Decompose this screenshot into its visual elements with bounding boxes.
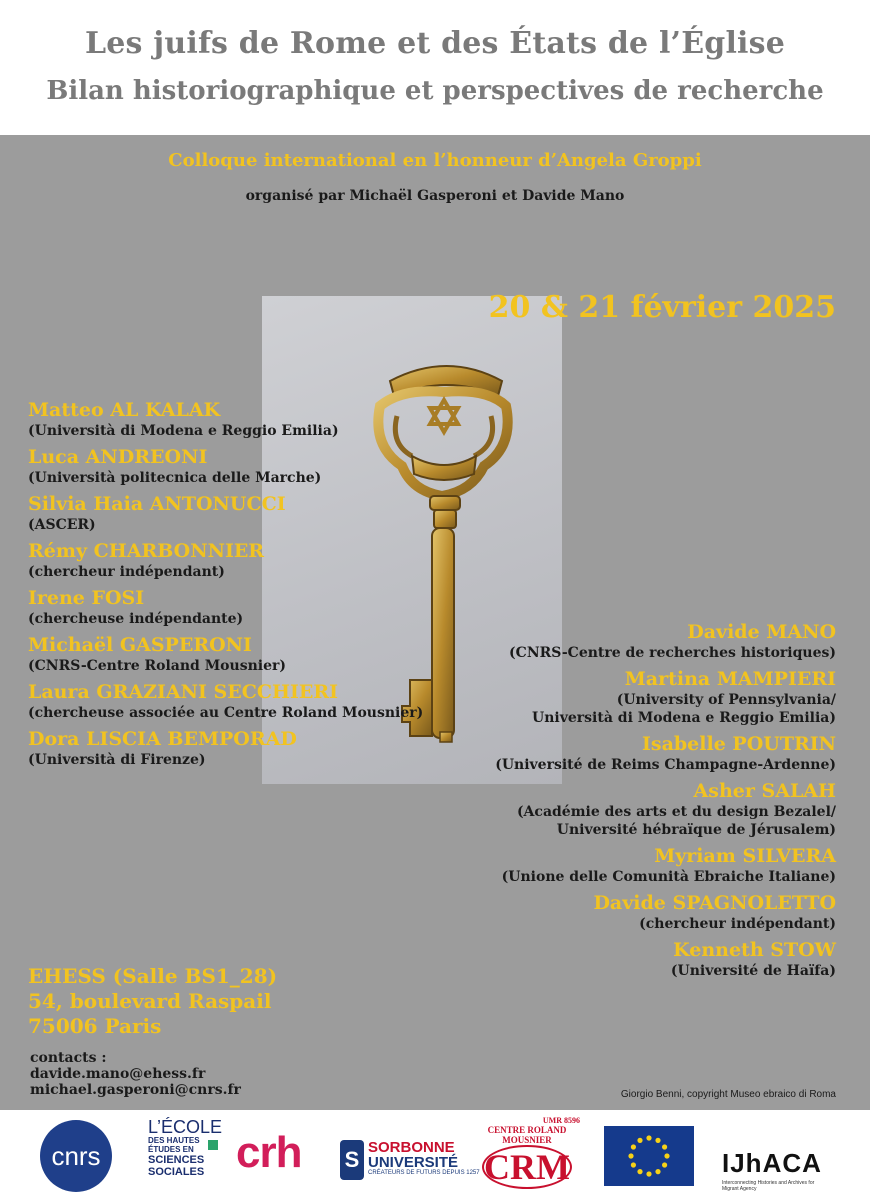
speaker-affiliation: (CNRS-Centre de recherches historiques) xyxy=(509,645,836,661)
speaker-entry xyxy=(416,844,836,886)
speaker-entry xyxy=(416,938,836,980)
colloque-heading: Colloque international en l’honneur d’Angela Groppi xyxy=(168,150,702,171)
speaker-name: Davide MANO xyxy=(687,621,836,643)
speaker-name: Davide SPAGNOLETTO xyxy=(593,892,836,914)
ehess-logo-line4: SCIENCES xyxy=(148,1154,205,1166)
ithaca-logo: IJhACA xyxy=(722,1148,822,1178)
speaker-name: Myriam SILVERA xyxy=(654,845,836,867)
speaker-entry xyxy=(28,680,468,722)
speaker-name: Rémy CHARBONNIER xyxy=(28,540,265,562)
cnrs-logo: cnrs xyxy=(40,1120,112,1192)
speaker-name: Michaël GASPERONI xyxy=(28,634,252,656)
venue-room: EHESS (Salle BS1_28) xyxy=(28,964,278,988)
crm-logo xyxy=(474,1116,580,1189)
speaker-affiliation: (Università di Modena e Reggio Emilia) xyxy=(28,423,339,439)
speaker-affiliation: (ASCER) xyxy=(28,517,96,533)
sorbonne-s-icon: S xyxy=(340,1140,364,1180)
poster-subtitle: Bilan historiographique et perspectives de recherche xyxy=(46,76,824,106)
photo-credit: Giorgio Benni, copyright Museo ebraico di Roma xyxy=(620,1089,836,1100)
speaker-affiliation: (University of Pennsylvania/ xyxy=(616,692,836,708)
speaker-affiliation-line2: Université hébraïque de Jérusalem) xyxy=(556,822,836,838)
speaker-affiliation: (CNRS-Centre Roland Mousnier) xyxy=(28,658,286,674)
eu-flag-icon xyxy=(604,1126,694,1186)
crh-logo: crh xyxy=(236,1128,302,1177)
poster-header xyxy=(0,0,870,135)
speaker-entry xyxy=(28,633,468,675)
speaker-entry xyxy=(28,445,468,487)
speaker-name: Irene FOSI xyxy=(28,587,145,609)
venue-city: 75006 Paris xyxy=(28,1014,162,1038)
crm-umr: UMR 8596 xyxy=(542,1116,580,1125)
speaker-entry xyxy=(416,732,836,774)
speaker-entry xyxy=(416,891,836,933)
crm-abbr: CRM xyxy=(482,1145,572,1189)
speaker-affiliation: (Université de Reims Champagne-Ardenne) xyxy=(495,757,836,773)
contact-email-mano[interactable]: davide.mano@ehess.fr xyxy=(30,1066,206,1082)
speaker-name: Isabelle POUTRIN xyxy=(642,733,836,755)
sorbonne-logo-line1: SORBONNE xyxy=(368,1139,455,1156)
contacts-label: contacts : xyxy=(30,1050,107,1066)
speaker-name: Matteo AL KALAK xyxy=(28,399,221,421)
sorbonne-logo xyxy=(368,1140,480,1177)
poster-title: Les juifs de Rome et des États de l’Église xyxy=(84,26,786,61)
ehess-logo-line2: DES HAUTES xyxy=(148,1136,200,1145)
speaker-entry xyxy=(416,620,836,662)
speaker-name: Asher SALAH xyxy=(693,780,836,802)
event-date: 20 & 21 février 2025 xyxy=(488,290,836,325)
crm-name: CENTRE ROLAND MOUSNIER xyxy=(487,1125,567,1145)
ehess-green-square-icon xyxy=(208,1140,218,1150)
ehess-logo-line5: SOCIALES xyxy=(148,1166,205,1178)
speaker-affiliation: (chercheur indépendant) xyxy=(639,916,836,932)
speakers-left-list xyxy=(28,398,468,774)
speakers-right-list xyxy=(416,620,836,985)
venue-address xyxy=(28,964,277,1039)
speaker-affiliation: (chercheuse indépendante) xyxy=(28,611,244,627)
speaker-affiliation-line2: Università di Modena e Reggio Emilia) xyxy=(532,710,836,726)
speaker-affiliation: (Unione delle Comunità Ebraiche Italiane) xyxy=(501,869,836,885)
speaker-entry xyxy=(28,727,468,769)
speaker-entry xyxy=(416,779,836,839)
speaker-name: Luca ANDREONI xyxy=(28,446,208,468)
ehess-logo-line3: ÉTUDES EN xyxy=(148,1145,194,1154)
speaker-entry xyxy=(28,492,468,534)
speaker-name: Dora LISCIA BEMPORAD xyxy=(28,728,297,750)
speaker-entry xyxy=(28,398,468,440)
speaker-entry xyxy=(28,586,468,628)
sorbonne-logo-tagline: CRÉATEURS DE FUTURS DEPUIS 1257 xyxy=(368,1170,480,1176)
speaker-affiliation: (chercheur indépendant) xyxy=(28,564,225,580)
speaker-affiliation: (Académie des arts et du design Bezalel/ xyxy=(516,804,836,820)
venue-street: 54, boulevard Raspail xyxy=(28,989,272,1013)
speaker-entry xyxy=(416,667,836,727)
organizers-line: organisé par Michaël Gasperoni et Davide Mano xyxy=(245,188,625,204)
speaker-name: Laura GRAZIANI SECCHIERI xyxy=(28,681,338,703)
speaker-entry xyxy=(28,539,468,581)
speaker-name: Martina MAMPIERI xyxy=(624,668,836,690)
speaker-name: Kenneth STOW xyxy=(673,939,836,961)
sorbonne-logo-line2: UNIVERSITÉ xyxy=(368,1154,459,1171)
ithaca-logo-tagline: Interconnecting Histories and Archives for Migrant Agency xyxy=(722,1180,815,1192)
ehess-logo xyxy=(148,1118,238,1178)
speaker-affiliation: (Université de Haïfa) xyxy=(670,963,836,979)
speaker-affiliation: (Università di Firenze) xyxy=(28,752,206,768)
contact-email-gasperoni[interactable]: michael.gasperoni@cnrs.fr xyxy=(30,1082,241,1098)
speaker-name: Silvia Haia ANTONUCCI xyxy=(28,493,286,515)
speaker-affiliation: (chercheuse associée au Centre Roland Mousnier) xyxy=(28,705,424,721)
contacts-block xyxy=(30,1050,241,1098)
speaker-affiliation: (Università politecnica delle Marche) xyxy=(28,470,322,486)
ehess-logo-line1: L’ÉCOLE xyxy=(148,1117,223,1137)
